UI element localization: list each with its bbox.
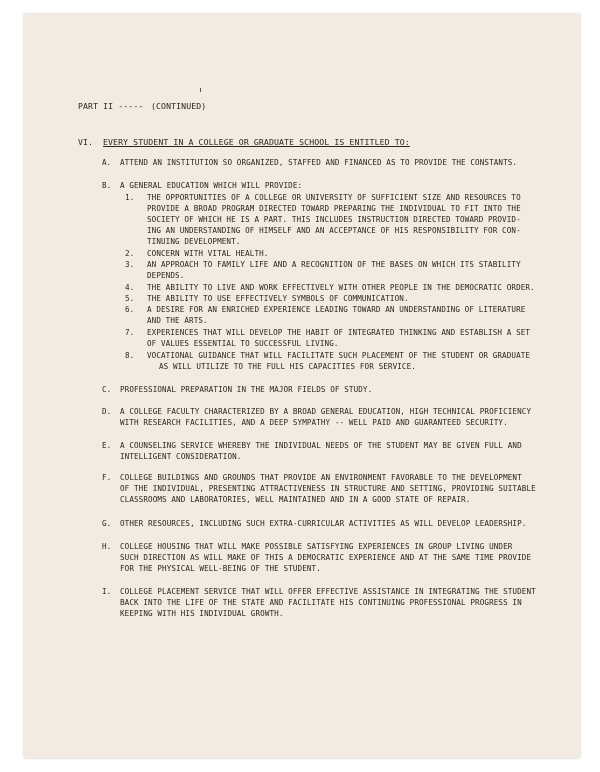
sub-number: 2. (125, 249, 135, 258)
item-text: FOR THE PHYSICAL WELL-BEING OF THE STUDENT. (120, 564, 321, 573)
sub-line: ING AN UNDERSTANDING OF HIMSELF AND AN ACCEPTANCE OF HIS RESPONSIBILITY FOR CON- (147, 226, 521, 235)
item-text: CLASSROOMS AND LABORATORIES, WELL MAINTAINED AND IN A GOOD STATE OF REPAIR. (120, 495, 471, 504)
stray-mark (200, 88, 201, 92)
item-text: ATTEND AN INSTITUTION SO ORGANIZED, STAFFED AND FINANCED AS TO PROVIDE THE CONSTANTS. (120, 158, 518, 167)
sub-line: THE ABILITY TO LIVE AND WORK EFFECTIVELY WITH OTHER PEOPLE IN THE DEMOCRATIC ORDER. (147, 283, 535, 292)
item-text: A COUNSELING SERVICE WHEREBY THE INDIVIDUAL NEEDS OF THE STUDENT MAY BE GIVEN FULL AND (120, 441, 522, 450)
sub-line: CONCERN WITH VITAL HEALTH. (147, 249, 269, 258)
item-letter: E. (102, 441, 112, 450)
item-letter: H. (102, 542, 112, 551)
sub-number: 1. (125, 193, 135, 202)
item-letter: D. (102, 407, 112, 416)
sub-line: OF VALUES ESSENTIAL TO SUCCESSFUL LIVING. (147, 339, 339, 348)
item-letter: C. (102, 385, 112, 394)
item-text: COLLEGE HOUSING THAT WILL MAKE POSSIBLE SATISFYING EXPERIENCES IN GROUP LIVING UNDER (120, 542, 513, 551)
sub-number: 7. (125, 328, 135, 337)
sub-line: DEPENDS. (147, 271, 185, 280)
sub-number: 5. (125, 294, 135, 303)
sub-line: AND THE ARTS. (147, 316, 208, 325)
sub-line: TINUING DEVELOPMENT. (147, 237, 241, 246)
sub-line: SOCIETY OF WHICH HE IS A PART. THIS INCLUDES INSTRUCTION DIRECTED TOWARD PROVID- (147, 215, 521, 224)
sub-line: VOCATIONAL GUIDANCE THAT WILL FACILITATE SUCH PLACEMENT OF THE STUDENT OR GRADUATE (147, 351, 531, 360)
item-text: SUCH DIRECTION AS WILL MAKE OF THIS A DEMOCRATIC EXPERIENCE AND AT THE SAME TIME PROVIDE (120, 553, 532, 562)
item-letter: G. (102, 519, 112, 528)
item-letter: A. (102, 158, 112, 167)
item-text: BACK INTO THE LIFE OF THE STATE AND FACILITATE HIS CONTINUING PROFESSIONAL PROGRESS IN (120, 598, 522, 607)
item-text: WITH RESEARCH FACILITIES, AND A DEEP SYMPATHY -- WELL PAID AND GUARANTEED SECURITY. (120, 418, 508, 427)
item-letter: F. (102, 473, 112, 482)
item-text: PROFESSIONAL PREPARATION IN THE MAJOR FIELDS OF STUDY. (120, 385, 373, 394)
item-text: COLLEGE BUILDINGS AND GROUNDS THAT PROVIDE AN ENVIRONMENT FAVORABLE TO THE DEVELOPMENT (120, 473, 522, 482)
sub-line: AN APPROACH TO FAMILY LIFE AND A RECOGNITION OF THE BASES ON WHICH ITS STABILITY (147, 260, 521, 269)
sub-line: EXPERIENCES THAT WILL DEVELOP THE HABIT OF INTEGRATED THINKING AND ESTABLISH A SET (147, 328, 531, 337)
sub-line: PROVIDE A BROAD PROGRAM DIRECTED TOWARD PREPARING THE INDIVIDUAL TO FIT INTO THE (147, 204, 521, 213)
item-text: INTELLIGENT CONSIDERATION. (120, 452, 242, 461)
section-numeral: VI. (78, 137, 94, 147)
item-letter: B. (102, 181, 112, 190)
item-text: COLLEGE PLACEMENT SERVICE THAT WILL OFFER EFFECTIVE ASSISTANCE IN INTEGRATING THE STUDENT (120, 587, 536, 596)
item-text: KEEPING WITH HIS INDIVIDUAL GROWTH. (120, 609, 284, 618)
sub-line: THE OPPORTUNITIES OF A COLLEGE OR UNIVERSITY OF SUFFICIENT SIZE AND RESOURCES TO (147, 193, 521, 202)
item-letter: I. (102, 587, 112, 596)
sub-line: AS WILL UTILIZE TO THE FULL HIS CAPACITIES FOR SERVICE. (159, 362, 416, 371)
item-text: OTHER RESOURCES, INCLUDING SUCH EXTRA-CURRICULAR ACTIVITIES AS WILL DEVELOP LEADERSHIP. (120, 519, 527, 528)
document-page (24, 14, 580, 758)
sub-number: 6. (125, 305, 135, 314)
sub-number: 8. (125, 351, 135, 360)
sub-number: 4. (125, 283, 135, 292)
sub-line: A DESIRE FOR AN ENRICHED EXPERIENCE LEADING TOWARD AN UNDERSTANDING OF LITERATURE (147, 305, 526, 314)
section-title: EVERY STUDENT IN A COLLEGE OR GRADUATE SCHOOL IS ENTITLED TO: (103, 137, 410, 147)
sub-number: 3. (125, 260, 135, 269)
item-text: A GENERAL EDUCATION WHICH WILL PROVIDE: (120, 181, 303, 190)
sub-line: THE ABILITY TO USE EFFECTIVELY SYMBOLS OF COMMUNICATION. (147, 294, 409, 303)
item-text: A COLLEGE FACULTY CHARACTERIZED BY A BROAD GENERAL EDUCATION, HIGH TECHNICAL PROFICIENCY (120, 407, 532, 416)
continued-label: (CONTINUED) (151, 101, 207, 111)
part-label: PART II ----- (78, 101, 144, 111)
item-text: OF THE INDIVIDUAL, PRESENTING ATTRACTIVENESS IN STRUCTURE AND SETTING, PROVIDING SUITABLE (120, 484, 536, 493)
